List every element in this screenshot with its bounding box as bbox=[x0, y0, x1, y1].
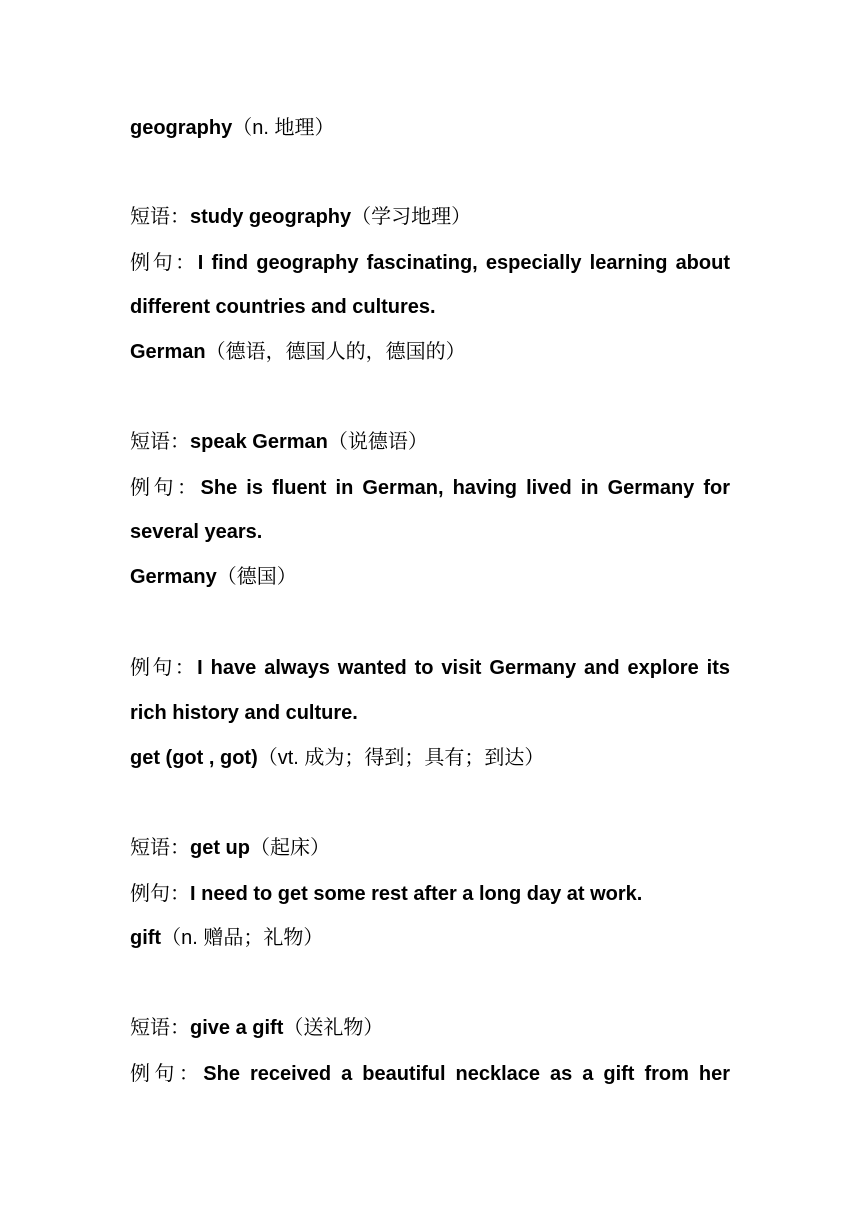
phrase-label: 短语： bbox=[130, 1017, 190, 1039]
headword-gloss: （n. 地理） bbox=[232, 117, 335, 139]
entry-phrase-get bbox=[130, 833, 730, 863]
phrase-label: 短语： bbox=[130, 206, 190, 228]
entry-example-german-line2 bbox=[130, 517, 730, 547]
example-text: She is fluent in German, having lived in Germany for bbox=[200, 477, 731, 499]
example-label: 例句： bbox=[130, 1063, 204, 1085]
entry-phrase-german bbox=[130, 427, 730, 457]
entry-headword-germany bbox=[130, 562, 730, 592]
phrase-text: study geography bbox=[190, 206, 352, 228]
entry-example-germany-line2 bbox=[130, 698, 730, 728]
entry-example-geography-line2 bbox=[130, 292, 730, 322]
entry-example-gift-line1 bbox=[130, 1059, 730, 1089]
headword: geography bbox=[130, 117, 233, 139]
example-text-continued: several years. bbox=[130, 521, 263, 543]
phrase-text: get up bbox=[190, 837, 250, 859]
entry-example-german-line1 bbox=[130, 473, 730, 503]
entry-phrase-geography bbox=[130, 202, 730, 232]
example-text-continued: different countries and cultures. bbox=[130, 296, 436, 318]
phrase-label: 短语： bbox=[130, 837, 190, 859]
example-text: I have always wanted to visit Germany and explore its bbox=[197, 657, 730, 679]
phrase-gloss: （起床） bbox=[250, 837, 330, 859]
example-text: She received a beautiful necklace as a gift from her bbox=[203, 1063, 731, 1085]
headword-gloss: （德国） bbox=[216, 566, 297, 588]
example-label: 例句： bbox=[130, 252, 198, 274]
headword-gloss: （n. 赠品；礼物） bbox=[161, 927, 324, 949]
headword-gloss: （德语，德国人的，德国的） bbox=[205, 341, 466, 363]
example-text: I find geography fascinating, especially learning about bbox=[197, 252, 730, 274]
phrase-text: speak German bbox=[190, 431, 328, 453]
headword-gloss: （vt. 成为；得到；具有；到达） bbox=[257, 747, 545, 769]
headword: German bbox=[130, 341, 206, 363]
headword: gift bbox=[130, 927, 162, 949]
headword: Germany bbox=[130, 566, 217, 588]
phrase-label: 短语： bbox=[130, 431, 190, 453]
phrase-gloss: （送礼物） bbox=[283, 1017, 384, 1039]
example-label: 例句： bbox=[130, 883, 190, 905]
example-label: 例句： bbox=[130, 657, 198, 679]
phrase-gloss: （学习地理） bbox=[351, 206, 472, 228]
example-label: 例句： bbox=[130, 477, 201, 499]
entry-phrase-gift bbox=[130, 1013, 730, 1043]
entry-headword-gift bbox=[130, 923, 730, 953]
entry-headword-german bbox=[130, 337, 730, 367]
entry-example-geography-line1 bbox=[130, 248, 730, 278]
entry-headword-get bbox=[130, 743, 730, 773]
headword: get (got , got) bbox=[130, 747, 258, 769]
phrase-gloss: （说德语） bbox=[327, 431, 428, 453]
example-text-continued: rich history and culture. bbox=[130, 702, 358, 724]
entry-headword-geography bbox=[130, 113, 730, 143]
example-text: I need to get some rest after a long day at work. bbox=[190, 883, 643, 905]
entry-example-germany-line1 bbox=[130, 653, 730, 683]
entry-example-get-line1 bbox=[130, 879, 730, 909]
phrase-text: give a gift bbox=[190, 1017, 284, 1039]
